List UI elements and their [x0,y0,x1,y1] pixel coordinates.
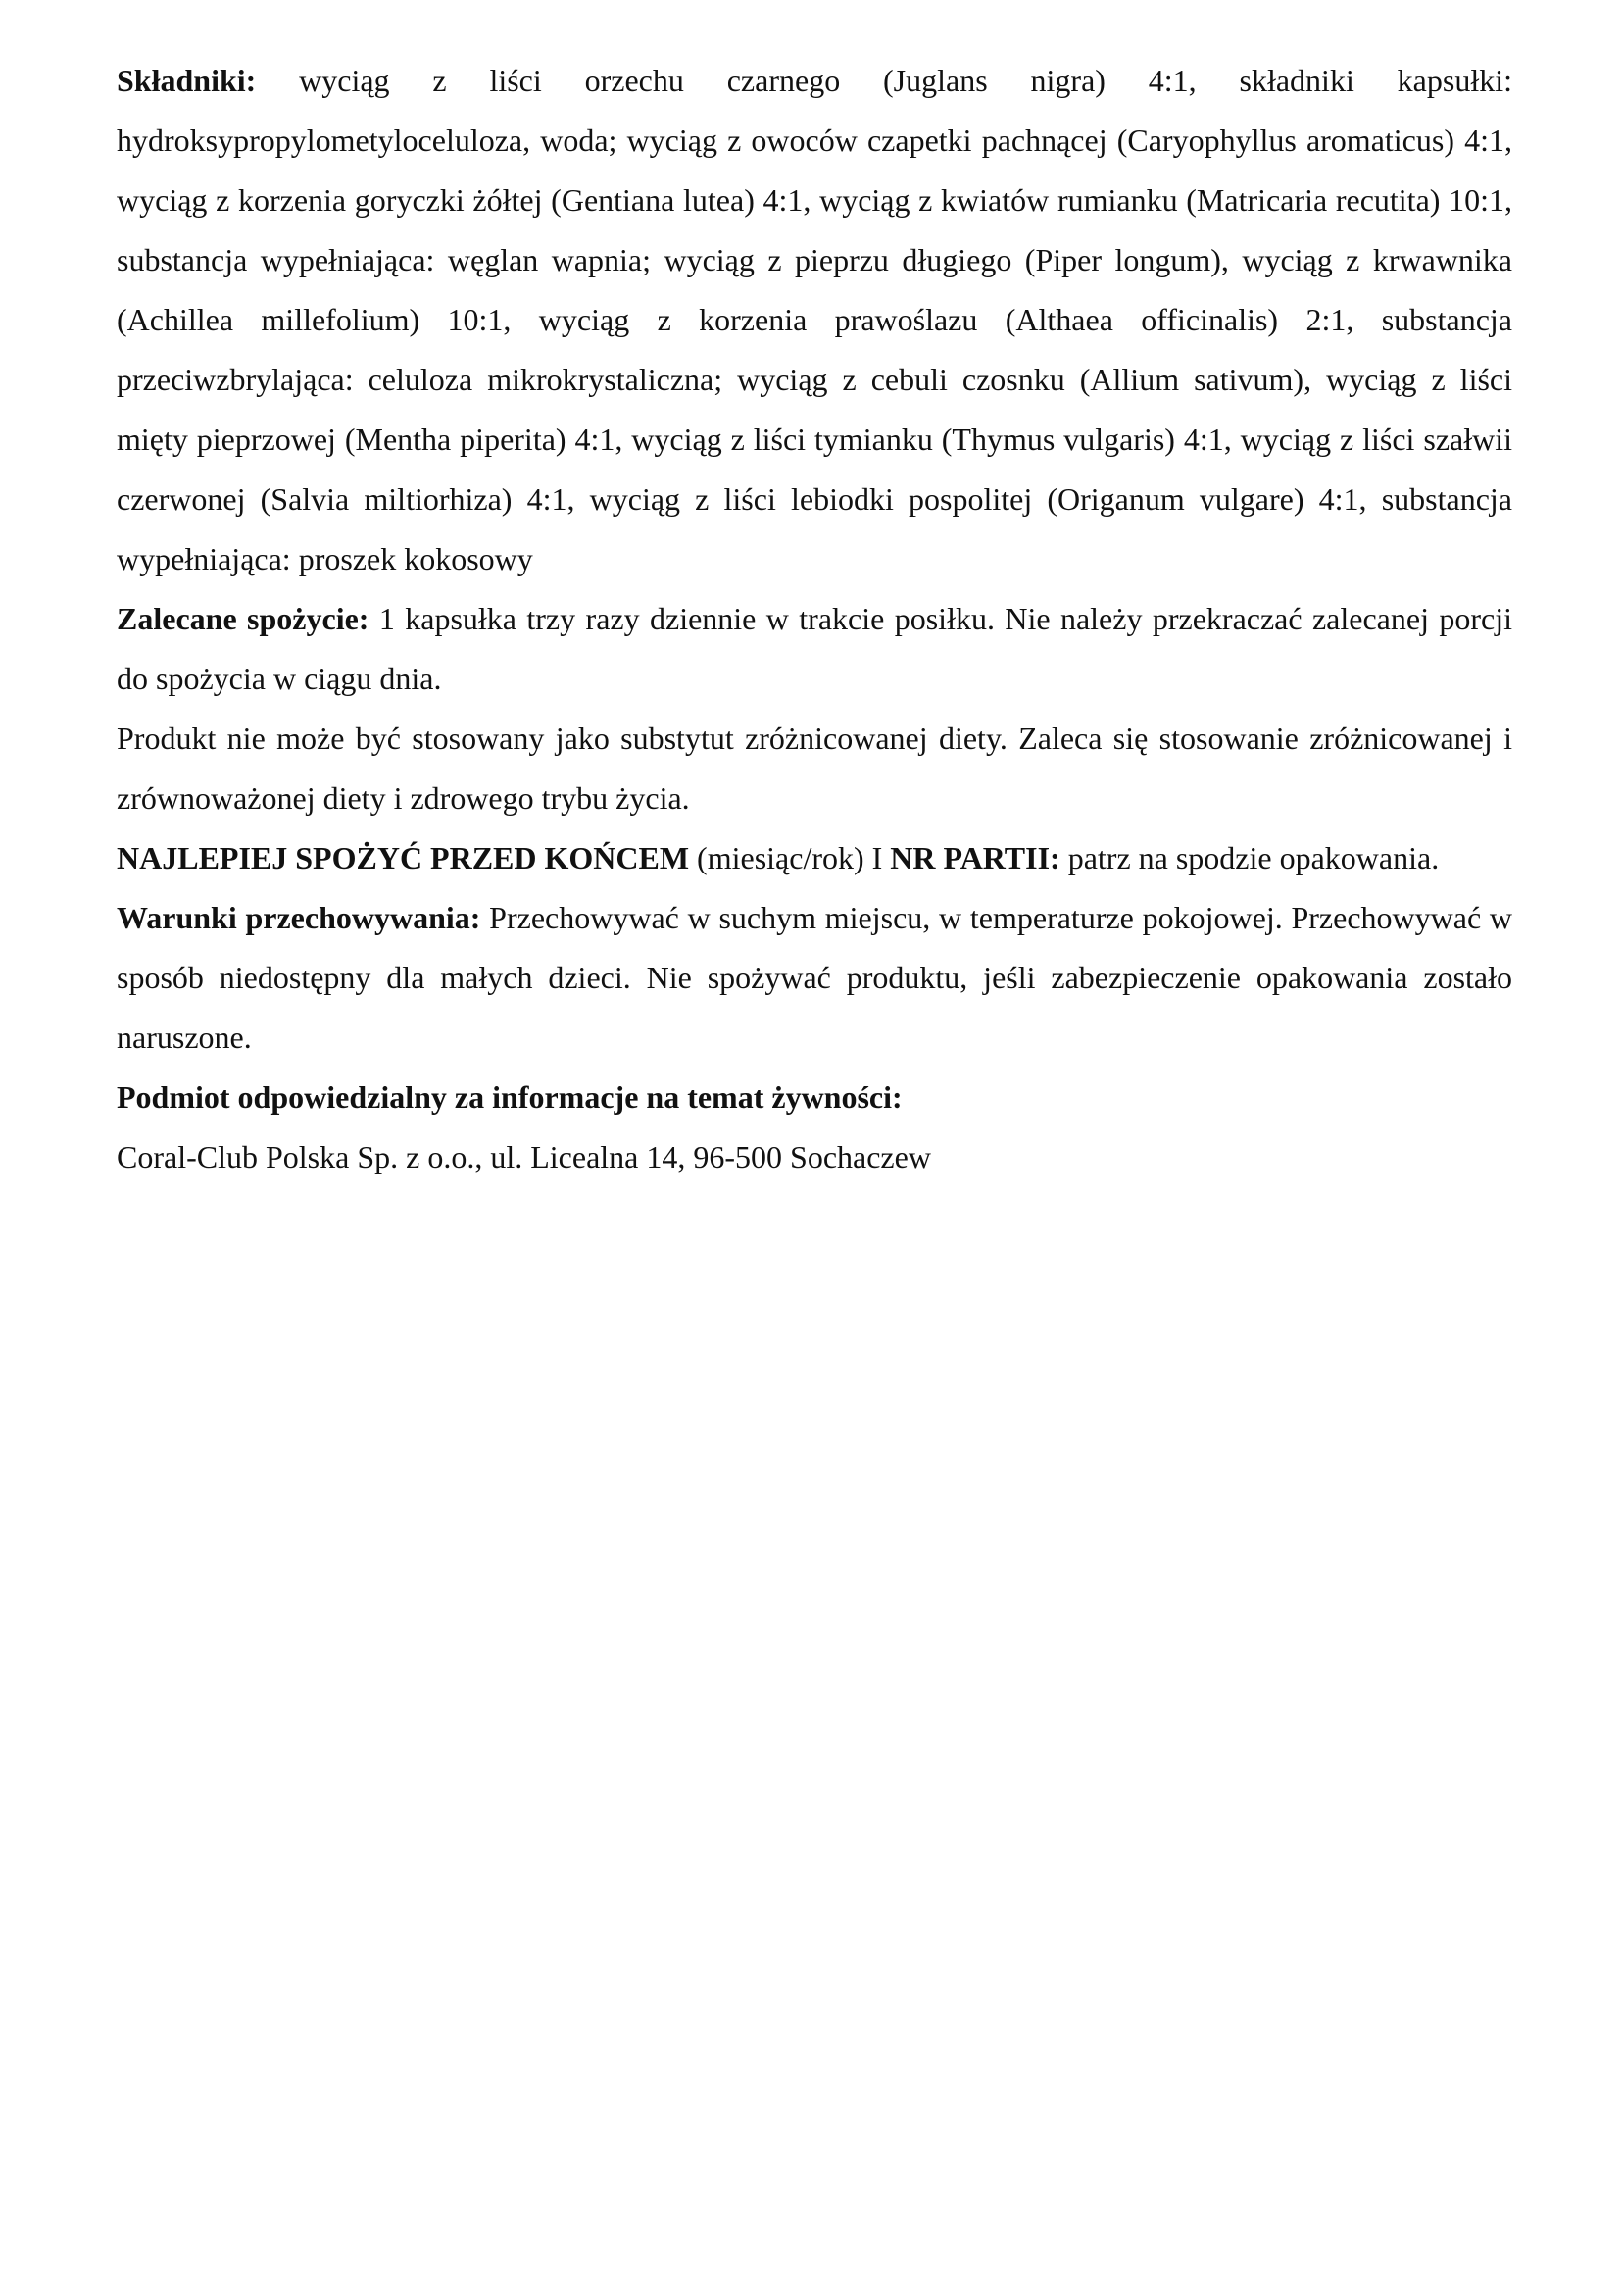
best-before-paragraph [117,828,1512,888]
responsible-text: Coral-Club Polska Sp. z o.o., ul. Licealna 14, 96-500 Sochaczew [117,1139,931,1174]
responsible-label: Podmiot odpowiedzialny za informacje na temat żywności: [117,1079,903,1115]
best-before-label: NAJLEPIEJ SPOŻYĆ PRZED KOŃCEM [117,840,690,875]
ingredients-paragraph [117,51,1512,589]
best-before-middle: (miesiąc/rok) I [689,840,891,875]
storage-paragraph [117,888,1512,1068]
batch-label: NR PARTII: [890,840,1060,875]
dosage-paragraph [117,589,1512,709]
ingredients-label: Składniki: [117,63,257,98]
document-page [117,51,1512,1187]
storage-text: Przechowywać w suchym miejscu, w temperaturze pokojowej. Przechowywać w sposób niedostępny dla małych dzieci. Nie spożywać produktu, jeśli zabezpieczenie opakowania zostało naruszone. [117,900,1513,1055]
dosage-text: 1 kapsułka trzy razy dziennie w trakcie posiłku. Nie należy przekraczać zalecanej porcji do spożycia w ciągu dnia. [117,601,1513,696]
storage-label: Warunki przechowywania: [117,900,481,935]
best-before-text: patrz na spodzie opakowania. [1059,840,1440,875]
diet-note-paragraph: Produkt nie może być stosowany jako substytut zróżnicowanej diety. Zaleca się stosowanie zróżnicowanej i zrównoważonej diety i zdrowego trybu życia. [117,721,1512,816]
ingredients-text: wyciąg z liści orzechu czarnego (Juglans nigra) 4:1, składniki kapsułki: hydroksypropylometyloceluloza, woda; wyciąg z owoców czapetki pachnącej (Caryophyllus aromaticus) 4:1, wyciąg z korzenia goryczki żółtej (Gentiana lutea) 4:1, wyciąg z kwiatów rumianku (Matricaria recutita) 10:1, substancja wypełniająca: węglan wapnia; wyciąg z pieprzu długiego (Piper longum), wyciąg z krwawnika (Achillea millefolium) 10:1, wyciąg z korzenia prawoślazu (Althaea officinalis) 2:1, substancja przeciwzbrylająca: celuloza mikrokrystaliczna; wyciąg z cebuli czosnku (Allium sativum), wyciąg z liści mięty pieprzowej (Mentha piperita) 4:1, wyciąg z liści tymianku (Thymus vulgaris) 4:1, wyciąg z liści szałwii czerwonej (Salvia miltiorhiza) 4:1, wyciąg z liści lebiodki pospolitej (Origanum vulgare) 4:1, substancja wypełniająca: proszek kokosowy [117,63,1512,576]
dosage-label: Zalecane spożycie: [117,601,369,636]
